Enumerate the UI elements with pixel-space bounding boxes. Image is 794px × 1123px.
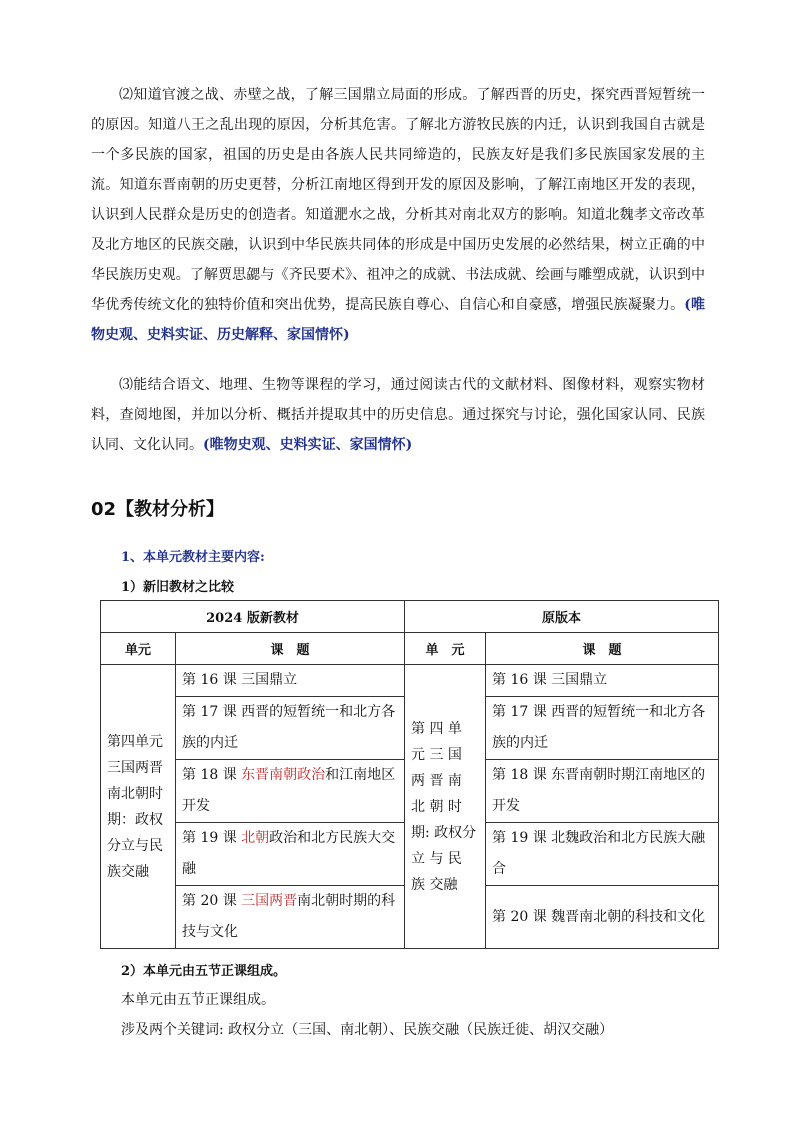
new-lesson-19: [176, 823, 405, 886]
section-heading: 02【教材分析】: [91, 499, 225, 520]
new-lesson-16: 第 16 课 三国鼎立: [176, 665, 405, 697]
old-edition-header: 原版本: [405, 601, 719, 633]
subsection-title: 1、本单元教材主要内容:: [121, 550, 265, 565]
lesson-19-prefix: 第 19 课: [182, 830, 242, 846]
lesson-19-suffix: 政治和北方民族大交融: [182, 830, 396, 877]
lesson-18-highlight: 东晋南朝政治: [241, 767, 326, 783]
col-topic-old: 课 题: [486, 633, 719, 665]
lesson-18-suffix: 和江南地区开发: [182, 767, 396, 814]
new-edition-header: 2024 版新教材: [101, 601, 405, 633]
table-column-row: [101, 633, 719, 665]
old-lesson-17: 第 17 课 西晋的短暂统一和北方各族的内迁: [486, 697, 719, 760]
old-lesson-16: 第 16 课 三国鼎立: [486, 665, 719, 697]
col-topic-new: 课 题: [176, 633, 405, 665]
objective-paragraph-3: [91, 370, 705, 460]
old-unit-cell: 第 四 单 元 三 国 两 晋 南 北 朝 时 期: 政权分 立 与 民 族 交融: [405, 665, 486, 949]
col-unit-new: 单元: [101, 633, 176, 665]
comparison-title: 1）新旧教材之比较: [121, 580, 235, 595]
footer-line-2: 本单元由五节正课组成。: [121, 992, 275, 1008]
objective-paragraph-2: [91, 80, 705, 350]
footer-line-1: 2）本单元由五节正课组成。: [121, 964, 287, 979]
col-unit-old: 单 元: [405, 633, 486, 665]
lesson-19-highlight: 北朝: [241, 830, 270, 846]
new-lesson-18: [176, 760, 405, 823]
lesson-20-prefix: 第 20 课: [182, 893, 242, 909]
new-lesson-17: 第 17 课 西晋的短暂统一和北方各族的内迁: [176, 697, 405, 760]
new-unit-cell: 第四单元三国两晋南北朝时期：政权分立与民族交融: [101, 665, 176, 949]
objective-text-3: ⑶能结合语文、地理、生物等课程的学习，通过阅读古代的文献材料、图像材料，观察实物材料，查阅地图，并加以分析、概括并提取其中的历史信息。通过探究与讨论，强化国家认同、民族认同、文化认同。: [91, 377, 705, 453]
lesson-20-suffix: 南北朝时期的科技与文化: [182, 893, 396, 940]
competency-tags-3: (唯物史观、史料实证、家国情怀): [203, 437, 413, 453]
table-header-row: [101, 601, 719, 633]
lesson-20-highlight: 三国两晋: [241, 893, 298, 909]
lesson-18-prefix: 第 18 课: [182, 767, 242, 783]
old-lesson-20: 第 20 课 魏晋南北朝的科技和文化: [486, 886, 719, 949]
objective-text-2: ⑵知道官渡之战、赤壁之战，了解三国鼎立局面的形成。了解西晋的历史，探究西晋短暂统一的原因。知道八王之乱出现的原因，分析其危害。了解北方游牧民族的内迁，认识到我国自古就是一个多民族的国家，祖国的历史是由各族人民共同缔造的，民族友好是我们多民族国家发展的主流。知道东晋南朝的历史更替，分析江南地区得到开发的原因及影响，了解江南地区开发的表现，认识到人民群众是历史的创造者。知道淝水之战，分析其对南北双方的影响。知道北魏孝文帝改革及北方地区的民族交融，认识到中华民族共同体的形成是中国历史发展的必然结果，树立正确的中华民族历史观。了解贾思勰与《齐民要术》、祖冲之的成就、书法成就、绘画与雕塑成就，认识到中华优秀传统文化的独特价值和突出优势，提高民族自尊心、自信心和自豪感，增强民族凝聚力。: [91, 87, 705, 313]
table-row: [101, 665, 719, 697]
competency-tags-2: (唯物史观、史料实证、历史解释、家国情怀): [91, 297, 705, 343]
old-lesson-18: 第 18 课 东晋南朝时期江南地区的开发: [486, 760, 719, 823]
old-lesson-19: 第 19 课 北魏政治和北方民族大融合: [486, 823, 719, 886]
comparison-table: [100, 600, 719, 949]
new-lesson-20: [176, 886, 405, 949]
footer-line-3: 涉及两个关键词: 政权分立（三国、南北朝）、民族交融（民族迁徙、胡汉交融）: [121, 1022, 614, 1038]
